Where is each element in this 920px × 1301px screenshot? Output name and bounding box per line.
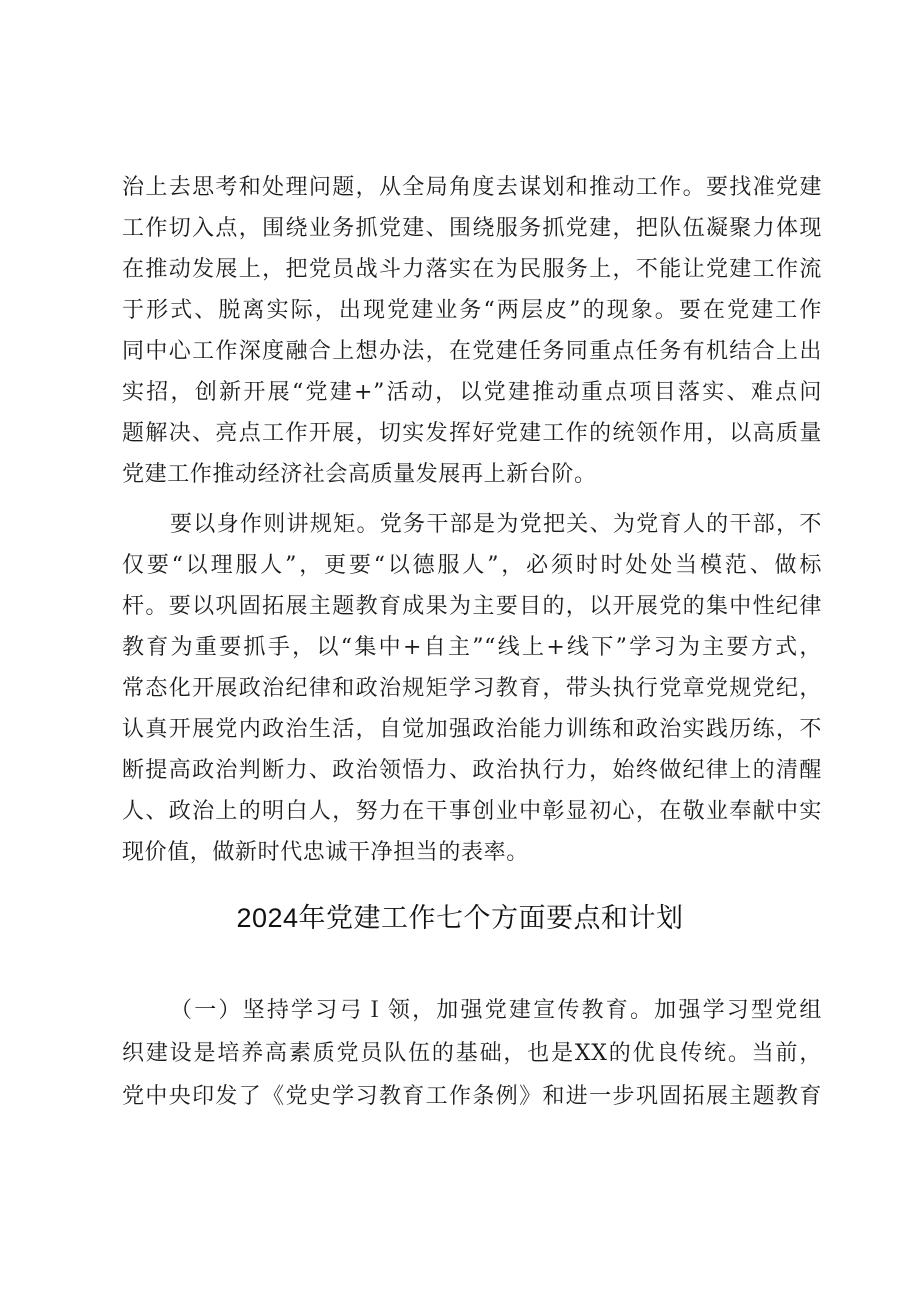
paragraph-1-line: 题解决、亮点工作开展，切实发挥好党建工作的统领作用，以高质量 <box>122 421 822 446</box>
paragraph-3-line: （一）坚持学习弓Ｉ领，加强党建宣传教育。加强学习型党组 <box>170 998 822 1023</box>
paragraph-3-line: 党中央印发了《党史学习教育工作条例》和进一步巩固拓展主题教育 <box>122 1084 822 1109</box>
paragraph-2-line: 现价值，做新时代忠诚干净担当的表率。 <box>122 840 529 865</box>
paragraph-1-line: 于形式、脱离实际，出现党建业务“两层皮”的现象。要在党建工作 <box>122 298 822 323</box>
paragraph-2-line: 仅要“以理服人”，更要“以德服人”，必须时时处处当模范、做标 <box>122 553 822 578</box>
paragraph-2-line: 杆。要以巩固拓展主题教育成果为主要目的，以开展党的集中性纪律 <box>122 594 822 619</box>
paragraph-2-line: 认真开展党内政治生活，自觉加强政治能力训练和政治实践历练，不 <box>122 717 822 742</box>
section-heading: 2024年党建工作七个方面要点和计划 <box>236 903 684 933</box>
paragraph-2-line: 人、政治上的明白人，努力在干事创业中彰显初心，在敬业奉献中实 <box>122 799 822 824</box>
paragraph-2-line: 教育为重要抓手，以“集中+自主”“线上+线下”学习为主要方式， <box>122 635 822 660</box>
paragraph-2-line: 常态化开展政治纪律和政治规矩学习教育，带头执行党章党规党纪， <box>122 676 822 701</box>
paragraph-1-line: 治上去思考和处理问题，从全局角度去谋划和推动工作。要找准党建 <box>122 175 822 200</box>
paragraph-1-line: 党建工作推动经济社会高质量发展再上新台阶。 <box>122 462 597 487</box>
paragraph-2-line: 要以身作则讲规矩。党务干部是为党把关、为党育人的干部，不 <box>170 512 822 537</box>
paragraph-2-line: 断提高政治判断力、政治领悟力、政治执行力，始终做纪律上的清醒 <box>122 758 822 783</box>
paragraph-3-line: 织建设是培养高素质党员队伍的基础，也是XX的优良传统。当前， <box>122 1041 822 1066</box>
paragraph-1-line: 同中心工作深度融合上想办法，在党建任务同重点任务有机结合上出 <box>122 339 822 364</box>
paragraph-1-line: 工作切入点，围绕业务抓党建、围绕服务抓党建，把队伍凝聚力体现 <box>122 216 822 241</box>
paragraph-1-line: 实招，创新开展“党建+”活动，以党建推动重点项目落实、难点问 <box>122 380 822 405</box>
paragraph-1-line: 在推动发展上，把党员战斗力落实在为民服务上，不能让党建工作流 <box>122 257 822 282</box>
